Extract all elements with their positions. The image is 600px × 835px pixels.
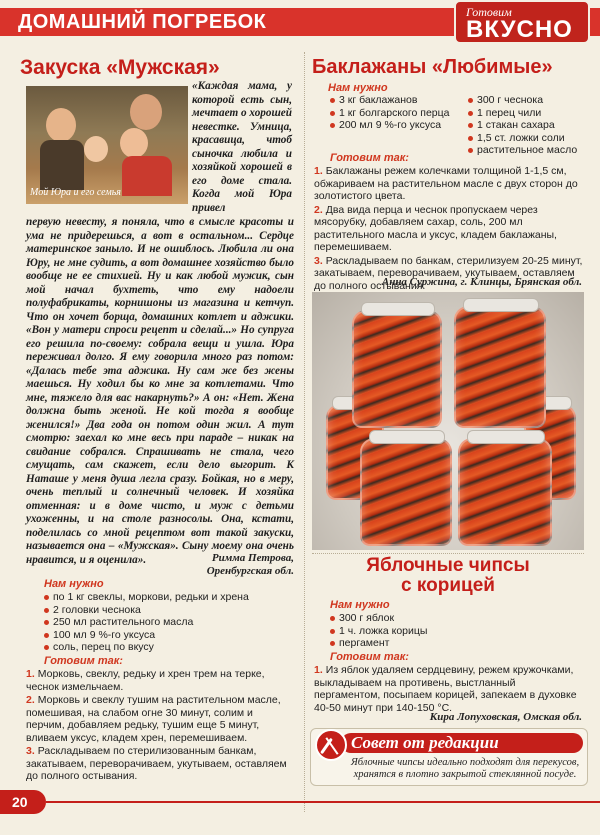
editor-advice-box bbox=[310, 728, 588, 786]
jar-bottom-left bbox=[360, 438, 452, 546]
step-number: 2. bbox=[314, 203, 323, 216]
list-item: 1 стакан сахара bbox=[468, 119, 588, 132]
family-photo bbox=[26, 86, 188, 204]
apple-title-line-1: Яблочные чипсы bbox=[366, 555, 530, 576]
list-item: 300 г чеснока bbox=[468, 94, 588, 107]
photo-caption: Мой Юра и его семья bbox=[30, 187, 121, 198]
page-header bbox=[0, 0, 600, 44]
left-steps bbox=[26, 668, 294, 784]
list-item: 1 перец чили bbox=[468, 107, 588, 120]
jar-bottom-right bbox=[458, 438, 552, 546]
list-item: 1 кг болгарского перца bbox=[330, 107, 460, 120]
right-need-label: Нам нужно bbox=[328, 82, 388, 94]
left-cook-label: Готовим так: bbox=[44, 655, 123, 667]
step-number: 3. bbox=[314, 254, 323, 267]
right-cook-label: Готовим так: bbox=[330, 152, 409, 164]
page-number: 20 bbox=[12, 794, 28, 810]
section-title: ДОМАШНИЙ ПОГРЕБОК bbox=[18, 11, 267, 33]
apple-need-label: Нам нужно bbox=[330, 599, 390, 611]
apple-steps bbox=[314, 664, 584, 715]
step-text: Раскладываем по стерилизованным банкам, закатываем, переворачиваем, укутываем, оставляем до полного остывания. bbox=[26, 745, 287, 782]
story-text-side: «Каждая мама, у которой есть сын, мечтает о хорошей невестке. Умница, красавица, чтоб сыночка любила и хозяйкой хорошей в его доме стала. Когда мой Юра привел bbox=[192, 80, 292, 214]
photo-shirt-red bbox=[122, 156, 172, 196]
page-number-tab bbox=[0, 790, 46, 814]
step bbox=[26, 745, 294, 783]
section-separator bbox=[312, 553, 584, 554]
step bbox=[26, 694, 294, 744]
apple-cook-label: Готовим так: bbox=[330, 651, 409, 663]
left-author-region: Оренбургская обл. bbox=[206, 565, 294, 577]
list-item: по 1 кг свеклы, моркови, редьки и хрена bbox=[44, 591, 294, 604]
left-author-name: Римма Петрова, bbox=[211, 552, 294, 564]
story-text-main: первую невесту, я поняла, что в смысле красоты и ума не придерешься, а вот в остальном... Сердце материнское заныло. И не ошиблось. Любила ли она Юру, не мне судить, а вот домашнее хозяйство было вообще не ее стихией. Ну и как любой мужик, сын мой начал бухтеть, что ему надоели полуфабрикаты, корнишоны из магазина и кетчуп. Что он хочет борща, домашних котлет и аджики. «Вон у матери спроси рецепт и сделай...» Но супруга его решила по-своему: собрала вещи и ушла. Юра переживал долго. Я ему говорила много раз потом: «Далась тебе эта аджика. Ну сам же без жены маешься. Ну ходил бы ко мне за котлетами. Что мне, тяжело для вас накарнуть?» А он: «Нет. Жена должна быть женой. Не кой тогда я вообще женился!» Два года он потом один жил. А тут смотрю: заехал ко мне весь при параде – никак на свидание собрался. Спрашивать не стала, чего смущать, сам скажет, если дело выгорит. К Наташе у меня душа легла сразу. Бойкая, но в меру, очень теплый и солнечный человек. И хозяйка отменная: и в доме чисто, и муж с детьми ухоженны, и на столе разносолы. Она, кстати, поделилась со мной рецептом вот такой закуски, называется она – «Мужская». Сыну моему она очень нравится, и я оценила». bbox=[26, 216, 294, 566]
step-number: 3. bbox=[26, 745, 35, 757]
bottom-rule bbox=[46, 801, 600, 803]
list-item: пергамент bbox=[330, 637, 580, 650]
photo-person-child-1 bbox=[84, 136, 108, 162]
apple-ingredients-list bbox=[330, 612, 580, 650]
step-text: Из яблок удаляем сердцевину, режем кружочками, выкладываем на противень, выстланный пергаментом, посыпаем корицей, запекаем в духовке 40-50 минут при 140-150 °С. bbox=[314, 664, 577, 714]
jar-top-left bbox=[352, 310, 442, 428]
right-recipe-title: Баклажаны «Любимые» bbox=[312, 56, 553, 78]
step-number: 1. bbox=[314, 165, 323, 177]
step-text: Баклажаны режем колечками толщиной 1-1,5 см, обжариваем на растительном масле с двух сторон до золотистого цвета. bbox=[314, 165, 578, 202]
step-text: Два вида перца и чеснок пропускаем через мясорубку, добавляем сахар, соль, 200 мл растительного масла и уксус, кладем баклажаны, перемешиваем. bbox=[314, 203, 557, 253]
list-item: 3 кг баклажанов bbox=[330, 94, 460, 107]
right-author: Анна Суржина, г. Клинцы, Брянская обл. bbox=[381, 276, 582, 288]
left-need-label: Нам нужно bbox=[44, 578, 104, 590]
eggplant-jars-photo bbox=[312, 292, 584, 550]
apple-recipe-title bbox=[312, 556, 584, 596]
list-item: 2 головки чеснока bbox=[44, 604, 294, 617]
photo-shirt-dark bbox=[40, 140, 84, 190]
right-ingredients-col1 bbox=[330, 94, 460, 132]
step-text: Раскладываем по банкам, стерилизуем 20-25 минут, закатываем, переворачиваем, укутываем, оставляем до полного остывания. bbox=[314, 254, 583, 292]
photo-person-man bbox=[130, 94, 162, 130]
list-item: растительное масло bbox=[468, 144, 588, 157]
step-number: 2. bbox=[26, 694, 35, 706]
step-text: Морковь, свеклу, редьку и хрен трем на терке, чеснок измельчаем. bbox=[26, 668, 265, 693]
photo-person-woman bbox=[46, 108, 76, 142]
right-steps bbox=[314, 165, 584, 293]
advice-title: Совет от редакции bbox=[351, 733, 499, 752]
fork-knife-icon bbox=[315, 729, 347, 761]
step bbox=[26, 668, 294, 693]
step-number: 1. bbox=[26, 668, 35, 680]
list-item: 1,5 ст. ложки соли bbox=[468, 132, 588, 145]
list-item: 200 мл 9 %-го уксуса bbox=[330, 119, 460, 132]
apple-title-line-2: с корицей bbox=[401, 575, 495, 596]
step bbox=[314, 204, 584, 254]
apple-author: Кира Лопуховская, Омская обл. bbox=[429, 711, 582, 723]
list-item: соль, перец по вкусу bbox=[44, 641, 294, 654]
step-text: Морковь и свеклу тушим на растительном масле, помешивая, на слабом огне 30 минут, солим и перчим, добавляем редьку, тушим еще 5 минут, вливаем уксус, кладем хрен, перемешиваем. bbox=[26, 694, 281, 744]
advice-text: Яблочные чипсы идеально подходят для перекусов, хранятся в плотно закрытой стеклянной посуде. bbox=[350, 757, 580, 780]
left-recipe-title: Закуска «Мужская» bbox=[20, 56, 220, 79]
left-ingredients-list bbox=[44, 591, 294, 654]
jar-top-right bbox=[454, 306, 546, 428]
right-ingredients-col2 bbox=[468, 94, 588, 157]
list-item: 250 мл растительного масла bbox=[44, 616, 294, 629]
step-number: 1. bbox=[314, 664, 323, 676]
brand-logo bbox=[454, 0, 590, 44]
step bbox=[314, 664, 584, 714]
list-item: 1 ч. ложка корицы bbox=[330, 625, 580, 638]
list-item: 100 мл 9 %-го уксуса bbox=[44, 629, 294, 642]
photo-person-child-2 bbox=[120, 128, 148, 158]
column-divider bbox=[304, 52, 305, 812]
list-item: 300 г яблок bbox=[330, 612, 580, 625]
step bbox=[314, 165, 584, 203]
brand-title: ВКУСНО bbox=[466, 16, 573, 43]
brand-subtitle: Готовим bbox=[466, 5, 512, 19]
